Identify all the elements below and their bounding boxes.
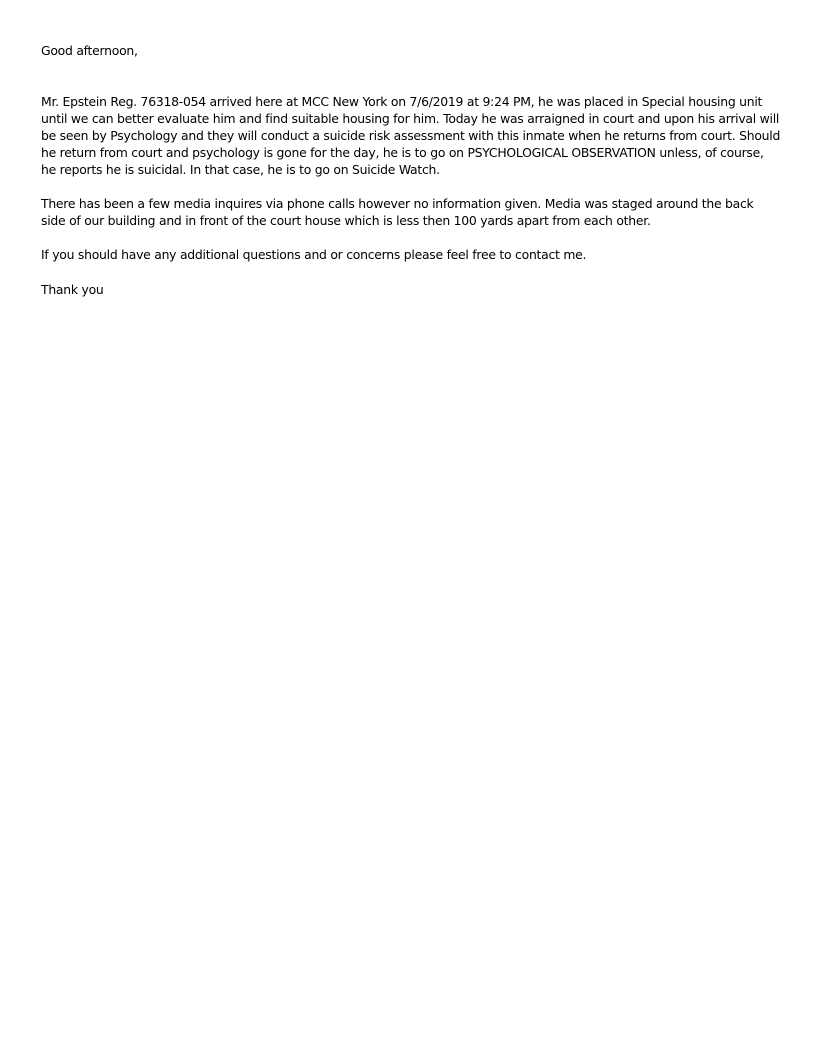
email-paragraph-contact: If you should have any additional questions and or concerns please feel free to contact me.	[41, 247, 587, 262]
email-greeting: Good afternoon,	[41, 43, 138, 58]
email-paragraph-arrival: Mr. Epstein Reg. 76318-054 arrived here at MCC New York on 7/6/2019 at 9:24 PM, he was placed in Special housing unit until we can better evaluate him and find suitable housing for him. Today he was arraigned in court and upon his arrival will be seen by Psychology and they will conduct a suicide risk assessment with this inmate when he returns from court. Should he return from court and psychology is gone for the day, he is to go on PSYCHOLOGICAL OBSERVATION unless, of course, he reports he is suicidal. In that case, he is to go on Suicide Watch.	[41, 94, 781, 177]
email-closing: Thank you	[41, 282, 104, 297]
email-paragraph-media: There has been a few media inquires via phone calls however no information given. Media was staged around the back side of our building and in front of the court house which is less then 100 yards apart from each other.	[41, 196, 754, 228]
